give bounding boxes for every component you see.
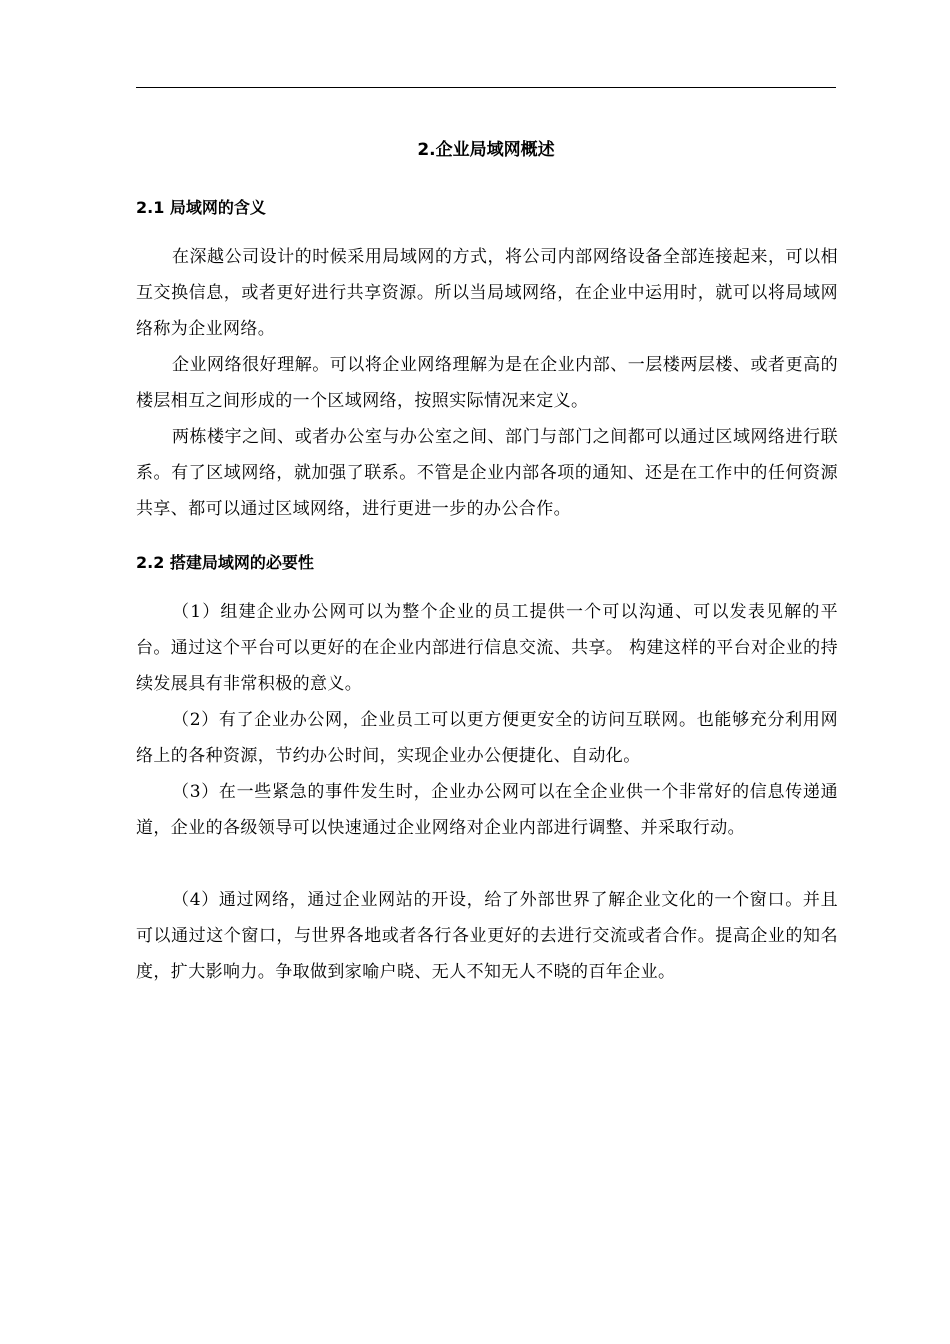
paragraph: （3）在一些紧急的事件发生时，企业办公网可以在全企业供一个非常好的信息传递通道，企业的各级领导可以快速通过企业网络对企业内部进行调整、并采取行动。	[136, 782, 838, 838]
paragraph: 企业网络很好理解。可以将企业网络理解为是在企业内部、一层楼两层楼、或者更高的楼层相互之间形成的一个区域网络，按照实际情况来定义。	[136, 355, 838, 411]
section-heading-2-1: 2.1 局域网的含义	[136, 198, 266, 217]
chapter-title: 2.企业局域网概述	[417, 140, 555, 160]
section-heading-2-2: 2.2 搭建局域网的必要性	[136, 553, 314, 572]
paragraph: （1）组建企业办公网可以为整个企业的员工提供一个可以沟通、可以发表见解的平台。通过这个平台可以更好的在企业内部进行信息交流、共享。 构建这样的平台对企业的持续发展具有非常积极的意义。	[136, 602, 838, 694]
paragraph: 两栋楼宇之间、或者办公室与办公室之间、部门与部门之间都可以通过区域网络进行联系。有了区域网络，就加强了联系。不管是企业内部各项的通知、还是在工作中的任何资源共享、都可以通过区域网络，进行更进一步的办公合作。	[136, 427, 838, 519]
paragraph: （2）有了企业办公网，企业员工可以更方便更安全的访问互联网。也能够充分利用网络上的各种资源，节约办公时间，实现企业办公便捷化、自动化。	[136, 710, 838, 766]
header-rule	[136, 87, 836, 88]
paragraph: （4）通过网络，通过企业网站的开设，给了外部世界了解企业文化的一个窗口。并且可以通过这个窗口，与世界各地或者各行各业更好的去进行交流或者合作。提高企业的知名度，扩大影响力。争取做到家喻户晓、无人不知无人不晓的百年企业。	[136, 890, 838, 982]
paragraph: 在深越公司设计的时候采用局域网的方式，将公司内部网络设备全部连接起来，可以相互交换信息，或者更好进行共享资源。所以当局域网络，在企业中运用时，就可以将局域网络称为企业网络。	[136, 247, 838, 339]
